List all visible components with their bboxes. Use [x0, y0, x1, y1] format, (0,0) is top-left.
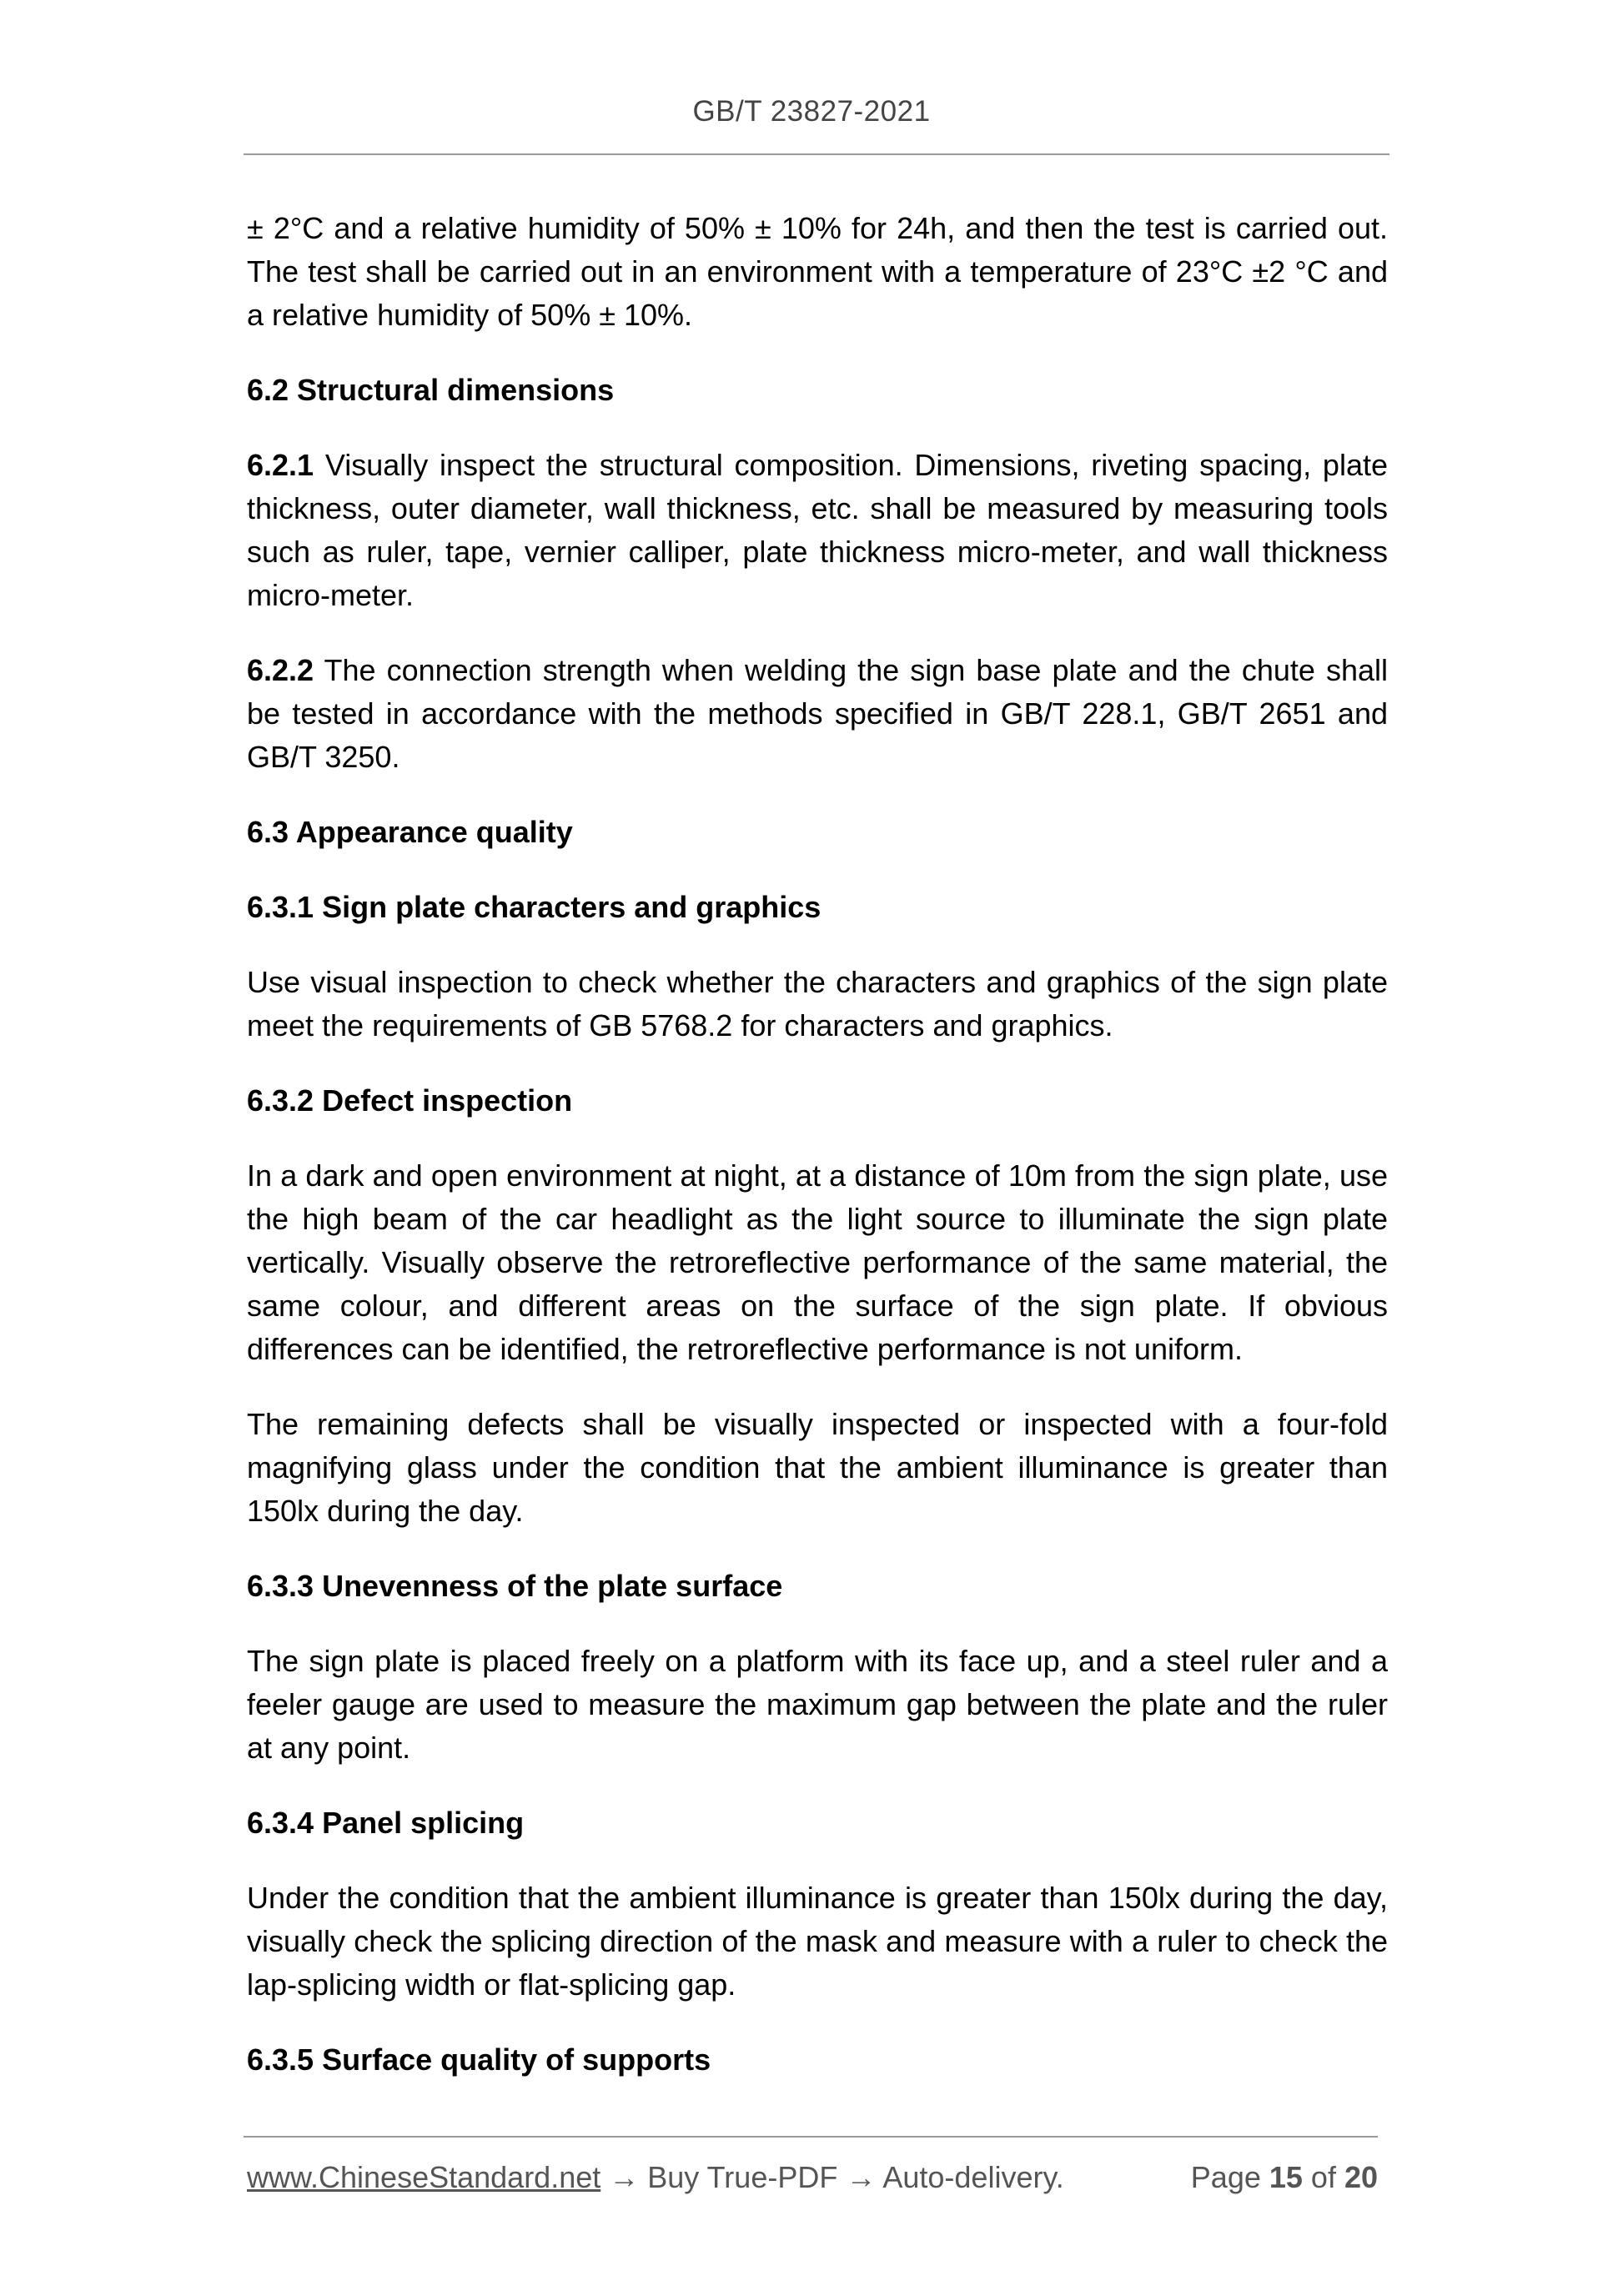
clause-number-6-2-1: 6.2.1 [247, 448, 314, 482]
section-heading-6-3: 6.3 Appearance quality [247, 815, 573, 849]
paragraph-6-3-3: The sign plate is placed freely on a platform with its face up, and a steel ruler and a feeler gauge are used to measure the maximum gap between the plate and the ruler at any point. [247, 1644, 1388, 1765]
paragraph-6-3-4: Under the condition that the ambient illuminance is greater than 150lx during the day, visually check the splicing direction of the mask and measure with a ruler to check the lap-splicing width or flat-splicing gap. [247, 1881, 1388, 2002]
page-label: Page [1190, 2160, 1269, 2194]
section-heading-6-3-3: 6.3.3 Unevenness of the plate surface [247, 1569, 783, 1603]
paragraph-6-3-2-a: In a dark and open environment at night, at a distance of 10m from the sign plate, use the high beam of the car headlight as the light source to illuminate the sign plate vertically. Visually observe the retroreflective performance of the same material, the same colour, and different areas on the surface of the sign plate. If obvious differences can be identified, the retroreflective performance is not uniform. [247, 1158, 1388, 1366]
total-page-count: 20 [1344, 2160, 1378, 2194]
paragraph-6-2-1 [247, 444, 1388, 617]
section-heading-6-3-1: 6.3.1 Sign plate characters and graphics [247, 890, 822, 924]
paragraph-6-3-2-b: The remaining defects shall be visually inspected or inspected with a four-fold magnifying glass under the condition that the ambient illuminance is greater than 150lx during the day. [247, 1407, 1388, 1528]
section-heading-6-3-4: 6.3.4 Panel splicing [247, 1806, 525, 1840]
clause-number-6-2-2: 6.2.2 [247, 653, 314, 687]
section-heading-6-3-5: 6.3.5 Surface quality of supports [247, 2042, 711, 2077]
clause-text-6-2-1: Visually inspect the structural composition. Dimensions, riveting spacing, plate thickness, outer diameter, wall thickness, etc. shall be measured by measuring tools such as ruler, tape, vernier calliper, plate thickness micro-meter, and wall thickness micro-meter. [247, 448, 1388, 612]
current-page-number: 15 [1269, 2160, 1303, 2194]
page-of-label: of [1302, 2160, 1344, 2194]
document-body [247, 207, 1388, 2113]
page-indicator [1191, 2157, 1378, 2198]
footer-divider [244, 2136, 1378, 2138]
section-heading-6-2: 6.2 Structural dimensions [247, 373, 615, 407]
paragraph-intro: ± 2°C and a relative humidity of 50% ± 10% for 24h, and then the test is carried out. The test shall be carried out in an environment with a temperature of 23°C ±2 °C and a relative humidity of 50% ± 10%. [247, 211, 1388, 332]
website-link[interactable]: www.ChineseStandard.net [247, 2160, 601, 2194]
header-divider [244, 153, 1389, 155]
footer-promo [247, 2157, 1064, 2198]
arrow-right-icon: → [600, 2160, 648, 2194]
section-heading-6-3-2: 6.3.2 Defect inspection [247, 1083, 573, 1118]
arrow-right-icon: → [837, 2160, 883, 2194]
page-header-title: GB/T 23827-2021 [692, 95, 931, 128]
auto-delivery-text: Auto-delivery. [882, 2160, 1064, 2194]
paragraph-6-2-2 [247, 649, 1388, 779]
paragraph-6-3-1: Use visual inspection to check whether the characters and graphics of the sign plate meet the requirements of GB 5768.2 for characters and graphics. [247, 965, 1388, 1042]
buy-pdf-text: Buy True-PDF [647, 2160, 838, 2194]
clause-text-6-2-2: The connection strength when welding the sign base plate and the chute shall be tested in accordance with the methods specified in GB/T 228.1, GB/T 2651 and GB/T 3250. [247, 653, 1388, 774]
